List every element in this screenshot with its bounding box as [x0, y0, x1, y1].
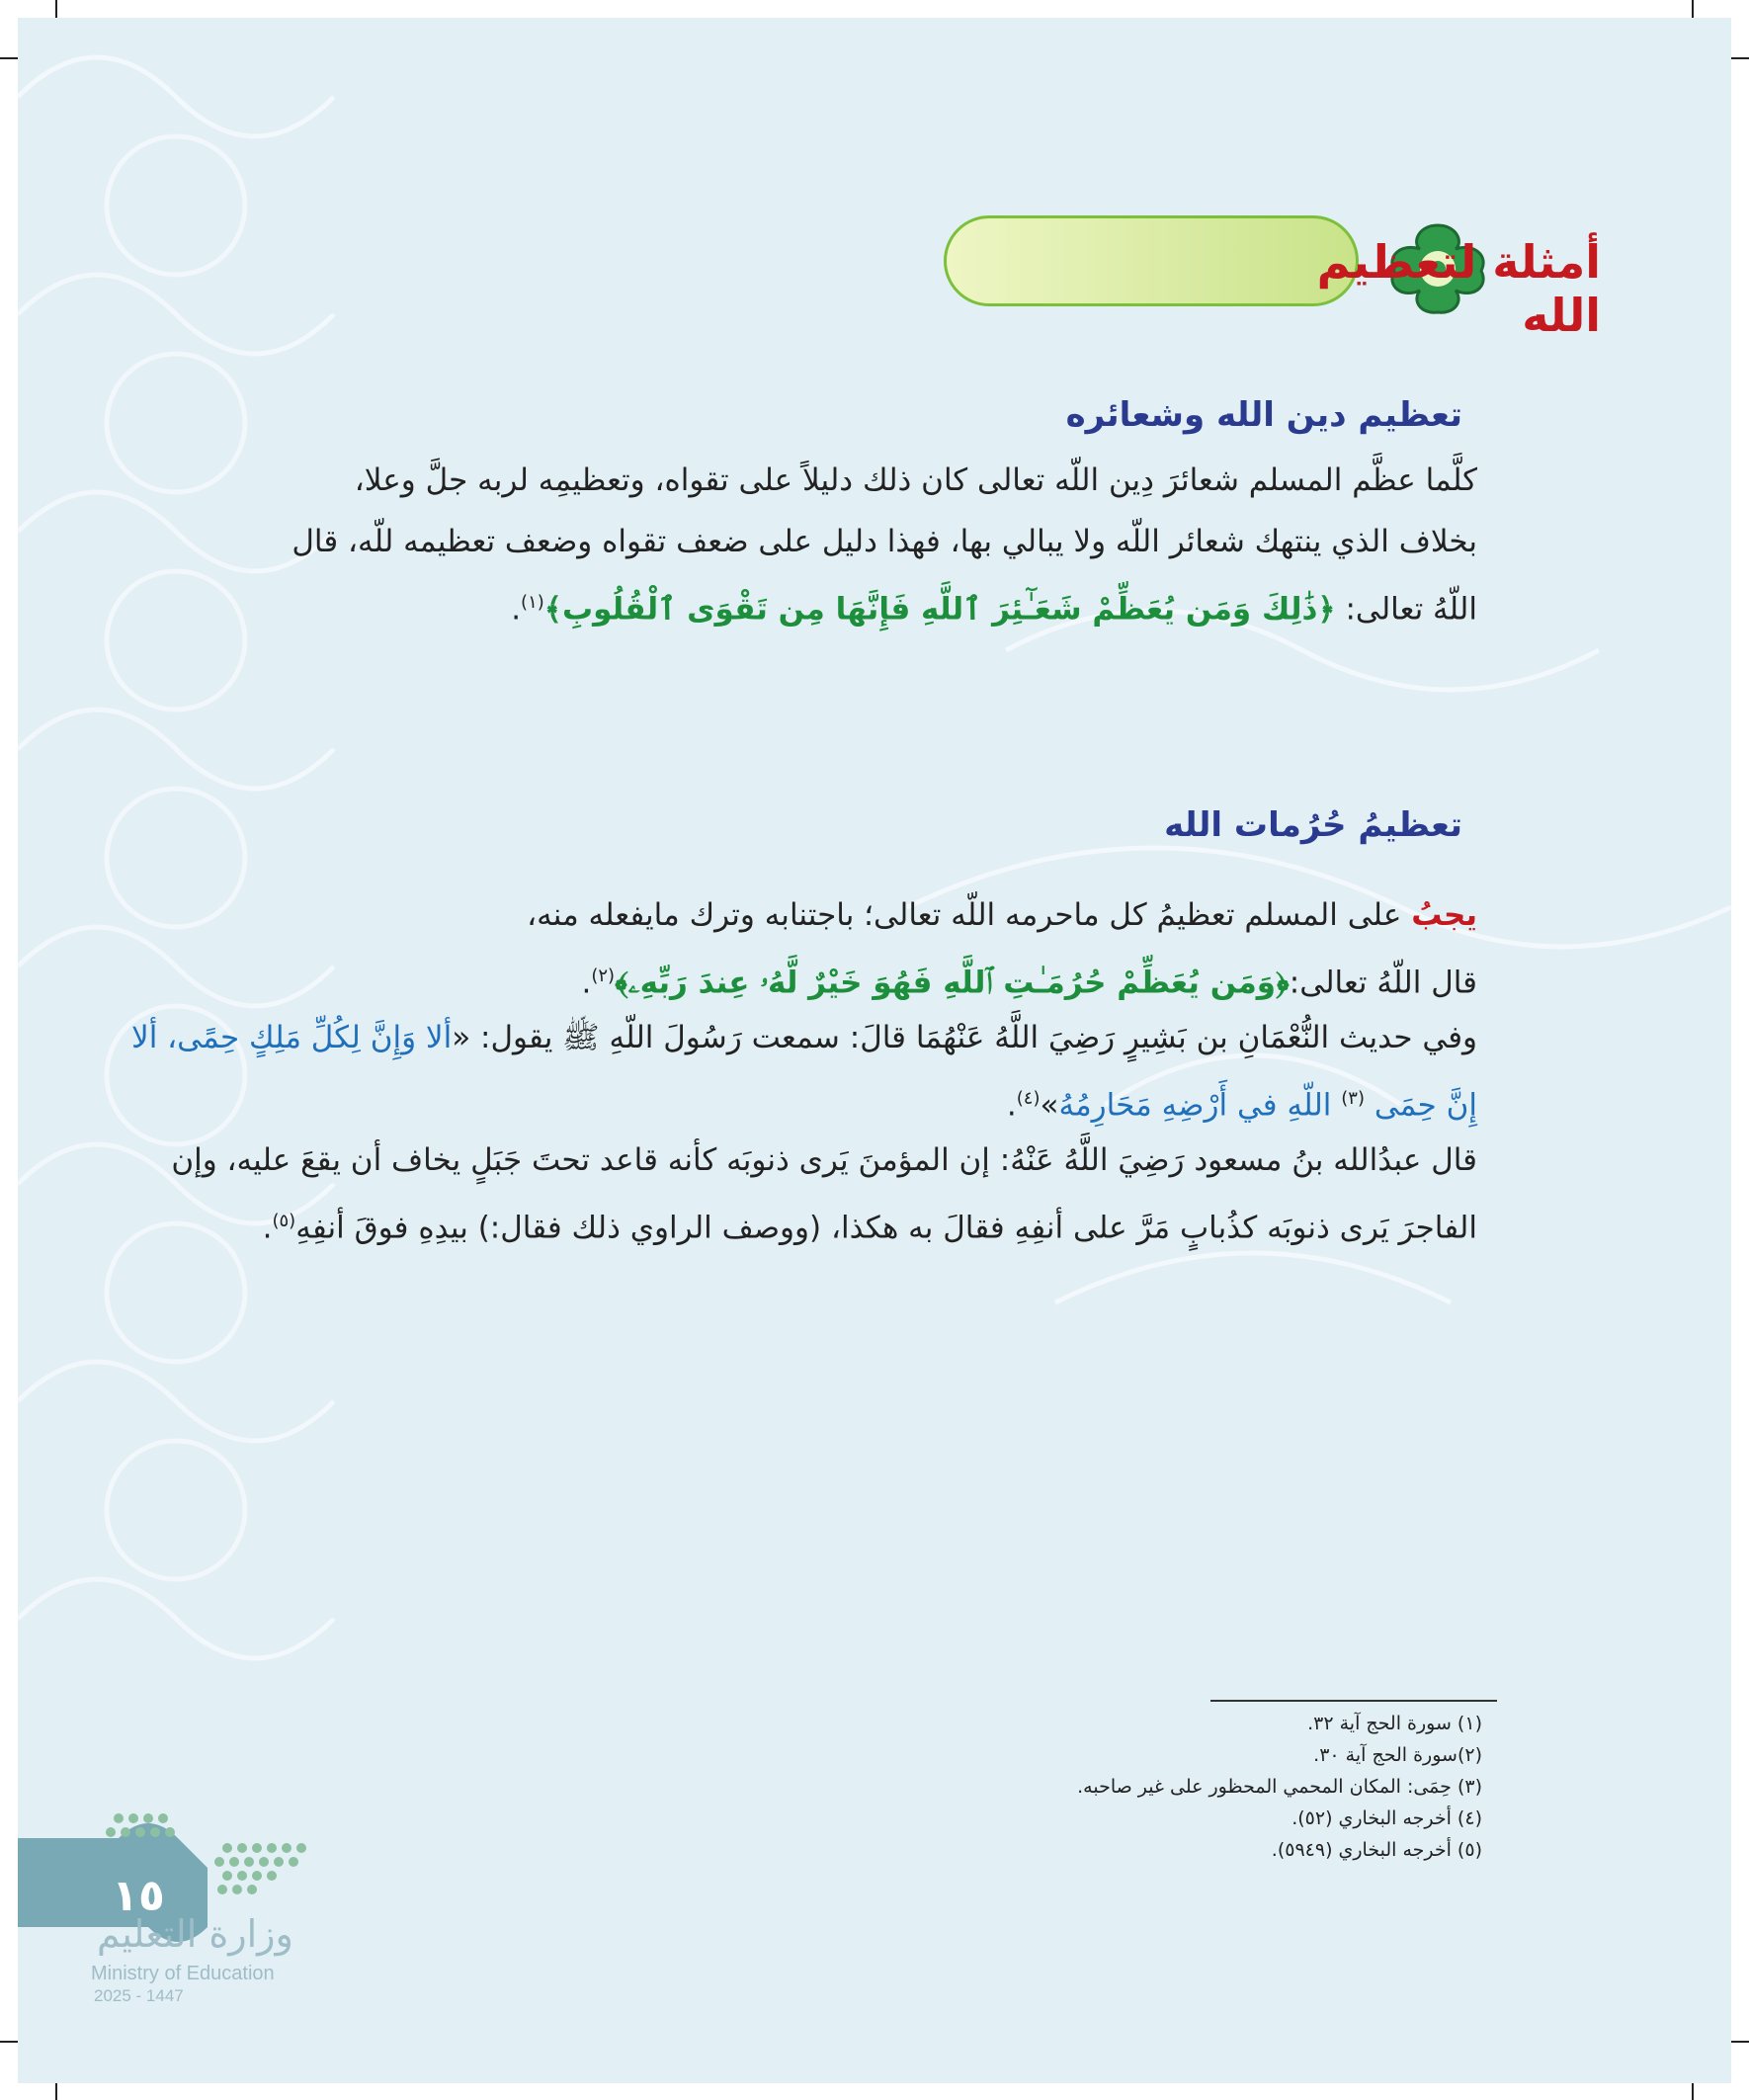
section2-paragraph — [131, 884, 1477, 1252]
emphasis-word: يجبُ — [1411, 897, 1477, 933]
footnote-ref: (٢) — [591, 966, 616, 986]
text: . — [511, 591, 522, 628]
quran-verse: ﴿ذَٰلِكَ وَمَن يُعَظِّمْ شَعَـٰٓئِرَ ٱللَّهِ فَإِنَّهَا مِن تَقْوَى ٱلْقُلُوبِ﴾ — [543, 591, 1336, 628]
ministry-name-arabic: وزارة التعليم — [97, 1912, 293, 1956]
section1-line3 — [173, 572, 1477, 633]
text: الفاجرَ يَرى ذنوبَه كذُبابٍ مَرَّ على أنفِهِ فقالَ به هكذا، (ووصف الراوي ذلك فقال:) بيدِهِ فوقَ أنفِهِ — [295, 1210, 1477, 1246]
section-heading-sanctities: تعظيمُ حُرُمات الله — [1164, 805, 1462, 845]
section2-line3 — [131, 1007, 1477, 1068]
text: » — [1040, 1087, 1059, 1124]
footnote: (١) سورة الحج آية ٣٢. — [1307, 1713, 1482, 1734]
page-number: ١٥ — [112, 1871, 165, 1921]
section2-line5: قال عبدُالله بنُ مسعود رَضِيَ اللَّهُ عَنْهُ: إن المؤمنَ يَرى ذنوبَه كأنه قاعد تحتَ جَبَلٍ يخاف أن يقعَ عليه، وإن — [171, 1142, 1477, 1178]
text: . — [262, 1210, 273, 1246]
section2-line4 — [173, 1068, 1477, 1130]
footnote-divider — [1210, 1700, 1497, 1702]
hadith-text: ألا وَإِنَّ لِكُلِّ مَلِكٍ حِمًى، ألا — [131, 1020, 453, 1055]
quran-verse: ﴿وَمَن يُعَظِّمْ حُرُمَـٰتِ ٱللَّهِ فَهُوَ خَيْرٌ لَّهُۥ عِندَ رَبِّهِۦ﴾ — [615, 965, 1290, 1001]
section1-line2: بخلاف الذي ينتهك شعائر اللّه ولا يبالي بها، فهذا دليل على ضعف تقواه وضعف تعظيمه للّه، قال — [292, 524, 1477, 559]
footnote: (٥) أخرجه البخاري (٥٩٤٩). — [1271, 1839, 1482, 1861]
ministry-year: 2025 - 1447 — [94, 1986, 184, 2005]
text: . — [581, 965, 592, 1001]
footnote: (٤) أخرجه البخاري (٥٢). — [1291, 1807, 1482, 1829]
footnote-ref: (٤) — [1016, 1088, 1041, 1109]
section1-paragraph — [173, 450, 1477, 633]
section-heading-religion: تعظيم دين الله وشعائره — [1065, 395, 1462, 435]
footnote: (٣) حِمَى: المكان المحمي المحظور على غير صاحبه. — [1077, 1776, 1482, 1798]
page-title: أمثلة لتعظيم الله — [1316, 235, 1601, 342]
footnote-ref: (١) — [521, 592, 544, 613]
hadith-text: إِنَّ حِمَى — [1364, 1087, 1477, 1124]
text: وفي حديث النُّعْمَانِ بن بَشِيرٍ رَضِيَ اللَّهُ عَنْهُمَا قالَ: سمعت رَسُولَ اللّهِ ﷺ يقول: « — [452, 1020, 1477, 1055]
section1-line1: كلَّما عظَّم المسلم شعائرَ دِين اللّه تعالى كان ذلك دليلاً على تقواه، وتعظيمِه لربه جلَّ وعلا، — [354, 462, 1477, 498]
text: على المسلم تعظيمُ كل ماحرمه اللّه تعالى؛ باجتنابه وترك مايفعله منه، — [527, 897, 1412, 933]
text: قال اللّهُ تعالى: — [1289, 965, 1477, 1001]
footnote-ref: (٣) — [1341, 1088, 1365, 1109]
footnote-ref: (٥) — [272, 1211, 296, 1231]
hadith-text: اللّهِ في أَرْضِهِ مَحَارِمُهُ — [1058, 1087, 1342, 1124]
section2-line1 — [173, 884, 1477, 946]
section2-line6 — [173, 1191, 1477, 1252]
footnote: (٢)سورة الحج آية ٣٠. — [1313, 1744, 1482, 1766]
text: اللّهُ تعالى: — [1345, 591, 1477, 628]
ministry-name-english: Ministry of Education — [91, 1963, 275, 1984]
section2-line2 — [173, 946, 1477, 1007]
text: . — [1006, 1087, 1017, 1124]
footnotes — [988, 1708, 1482, 1866]
